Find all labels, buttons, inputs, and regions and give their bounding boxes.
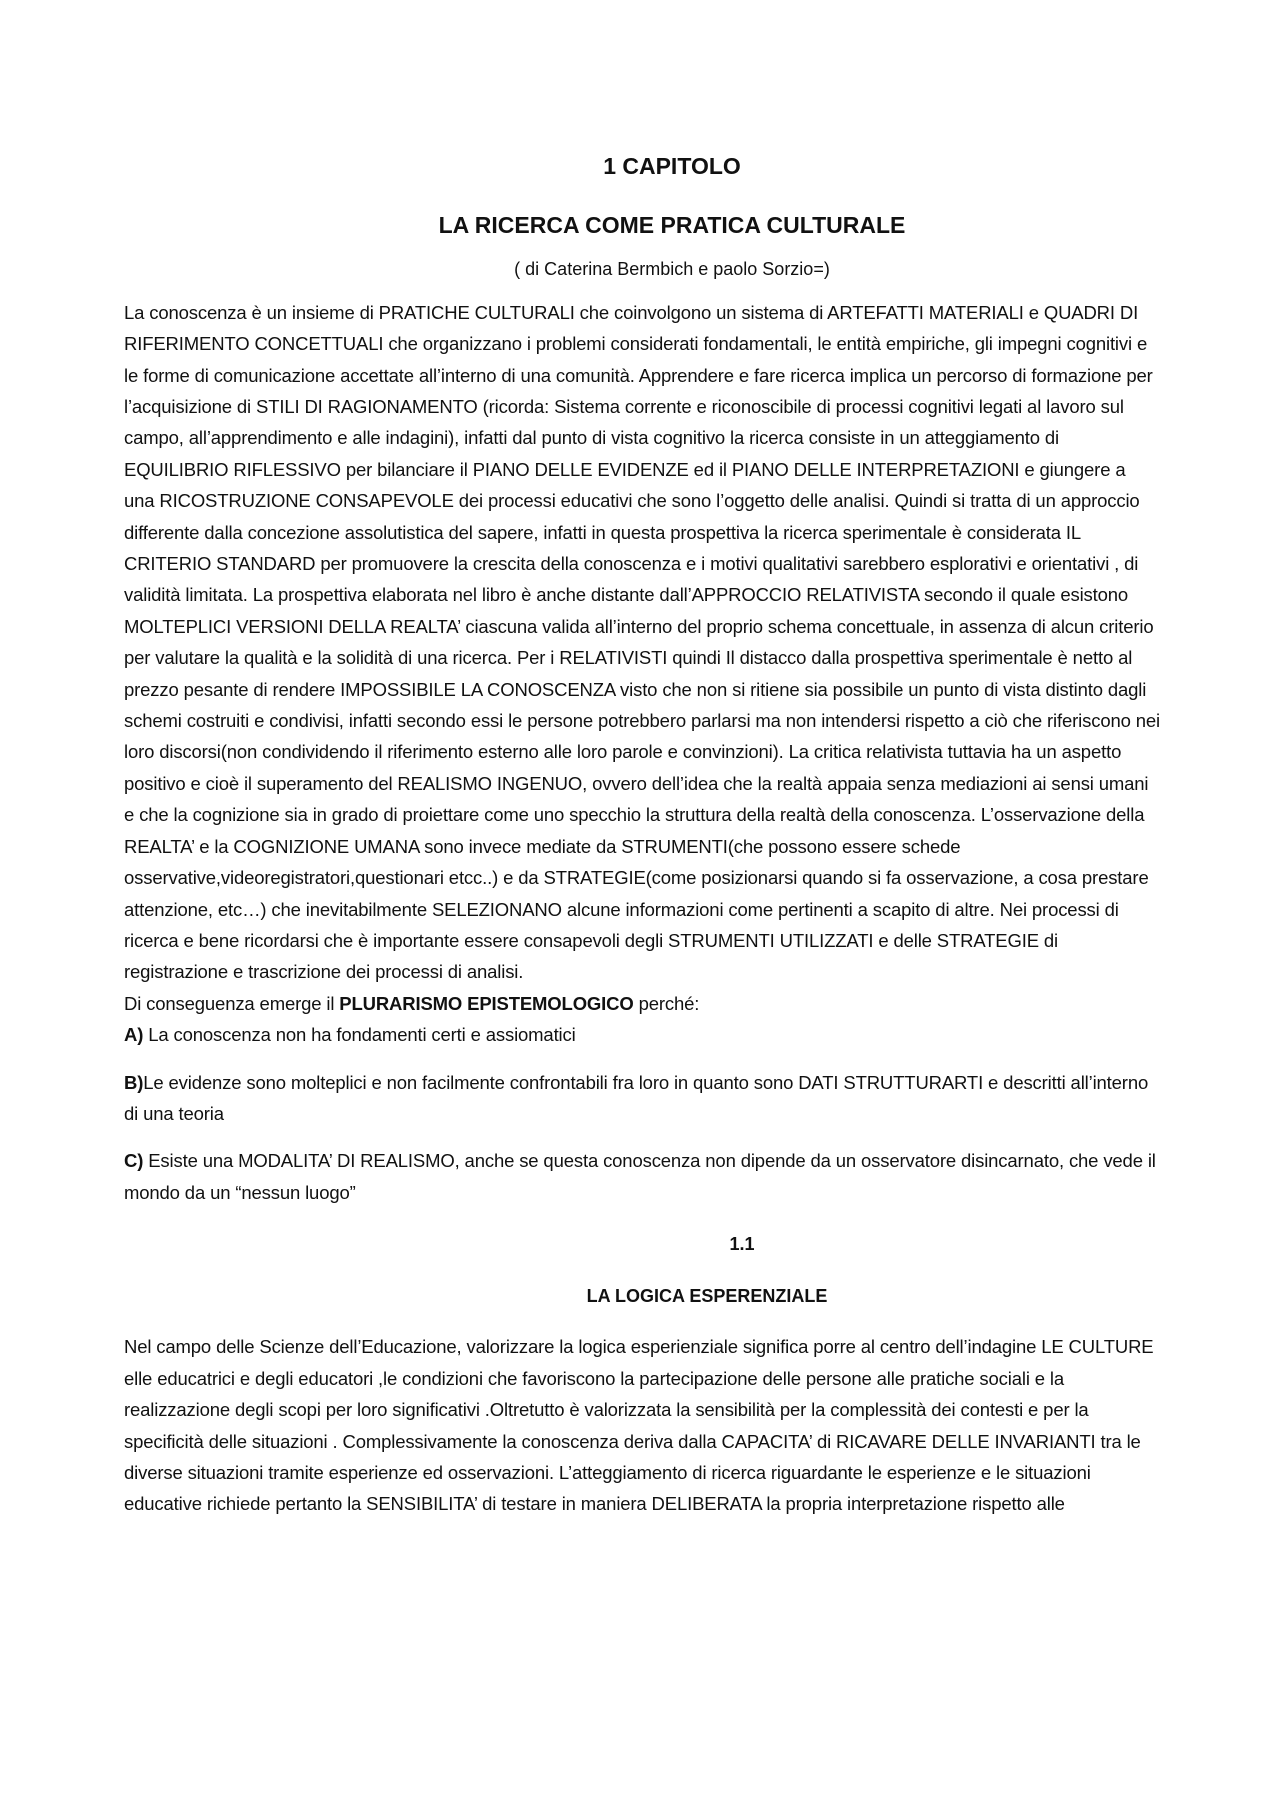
point-c-label: C): [124, 1150, 144, 1172]
point-a-label: A): [124, 1024, 144, 1046]
point-c: [124, 1145, 1160, 1208]
consequence-prefix: Di conseguenza emerge il: [124, 992, 340, 1014]
point-a-text: La conoscenza non ha fondamenti certi e assiomatici: [143, 1024, 576, 1046]
point-a: [124, 1019, 1160, 1050]
section-paragraph: Nel campo delle Scienze dell’Educazione, valorizzare la logica esperienziale significa porre al centro dell’indagine LE CULTURE elle educatrici e degli educatori ,le condizioni che favoriscono la partecipazione delle persone alle pratiche sociali e la realizzazione degli scopi per loro significativi .Oltretutto è valorizzata la sensibilità per la complessità dei contesti e per la specificità delle situazioni . Complessivamente la conoscenza deriva dalla CAPACITA’ di RICAVARE DELLE INVARIANTI tra le diverse situazioni tramite esperienze ed osservazioni. L’atteggiamento di ricerca riguardante le esperienze e le situazioni educative richiede pertanto la SENSIBILITA’ di testare in maniera DELIBERATA la propria interpretazione rispetto alle: [124, 1336, 1154, 1515]
point-b-text: Le evidenze sono molteplici e non facilmente confrontabili fra loro in quanto sono DATI STRUTTURARTI e descritti all’interno di una teoria: [124, 1071, 1149, 1124]
section-title: LA LOGICA ESPERENZIALE: [586, 1285, 828, 1306]
chapter-authors: ( di Caterina Bermbich e paolo Sorzio=): [514, 259, 830, 280]
consequence-bold-term: PLURARISMO EPISTEMOLOGICO: [339, 992, 634, 1014]
consequence-suffix: perché:: [633, 992, 700, 1014]
chapter-number: 1 CAPITOLO: [603, 153, 741, 179]
consequence-line: [124, 988, 1160, 1019]
section-number: 1.1: [729, 1234, 755, 1255]
point-c-text: Esiste una MODALITA’ DI REALISMO, anche se questa conoscenza non dipende da un osservatore disincarnato, che vede il mondo da un “nessun luogo”: [124, 1150, 1156, 1203]
chapter-title: LA RICERCA COME PRATICA CULTURALE: [438, 211, 906, 238]
intro-paragraph: La conoscenza è un insieme di PRATICHE CULTURALI che coinvolgono un sistema di ARTEFATTI MATERIALI e QUADRI DI RIFERIMENTO CONCETTUALI che organizzano i problemi considerati fondamentali, le entità empiriche, gli impegni cognitivi e le forme di comunicazione accettate all’interno di una comunità. Apprendere e fare ricerca implica un percorso di formazione per l’acquisizione di STILI DI RAGIONAMENTO (ricorda: Sistema corrente e riconoscibile di processi cognitivi legati al lavoro sul campo, all’apprendimento e alle indagini), infatti dal punto di vista cognitivo la ricerca consiste in un atteggiamento di EQUILIBRIO RIFLESSIVO per bilanciare il PIANO DELLE EVIDENZE ed il PIANO DELLE INTERPRETAZIONI e giungere a una RICOSTRUZIONE CONSAPEVOLE dei processi educativi che sono l’oggetto delle analisi. Quindi si tratta di un approccio differente dalla concezione assolutistica del sapere, infatti in questa prospettiva la ricerca sperimentale è considerata IL CRITERIO STANDARD per promuovere la crescita della conoscenza e i motivi qualitativi sarebbero esplorativi e orientativi , di validità limitata. La prospettiva elaborata nel libro è anche distante dall’APPROCCIO RELATIVISTA secondo il quale esistono MOLTEPLICI VERSIONI DELLA REALTA’ ciascuna valida all’interno del proprio schema concettuale, in assenza di alcun criterio per valutare la qualità e la solidità di una ricerca. Per i RELATIVISTI quindi Il distacco dalla prospettiva sperimentale è netto al prezzo pesante di rendere IMPOSSIBILE LA CONOSCENZA visto che non si ritiene sia possibile un punto di vista distinto dagli schemi costruiti e condivisi, infatti secondo essi le persone potrebbero parlarsi ma non intendersi rispetto a ciò che riferiscono nei loro discorsi(non condividendo il riferimento esterno alle loro parole e convinzioni). La critica relativista tuttavia ha un aspetto positivo e cioè il superamento del REALISMO INGENUO, ovvero dell’idea che la realtà appaia senza mediazioni ai sensi umani e che la cognizione sia in grado di proiettare come uno specchio la struttura della realtà della conoscenza. L’osservazione della REALTA’ e la COGNIZIONE UMANA sono invece mediate da STRUMENTI(che possono essere schede osservative,videoregistratori,questionari etcc..) e da STRATEGIE(come posizionarsi quando si fa osservazione, a cosa prestare attenzione, etc…) che inevitabilmente SELEZIONANO alcune informazioni come pertinenti a scapito di altre. Nei processi di ricerca e bene ricordarsi che è importante essere consapevoli degli STRUMENTI UTILIZZATI e delle STRATEGIE di registrazione e trascrizione dei processi di analisi.: [124, 301, 1160, 983]
point-b-label: B): [124, 1071, 144, 1093]
point-b: [124, 1067, 1160, 1130]
intro-section: [124, 297, 1160, 1208]
